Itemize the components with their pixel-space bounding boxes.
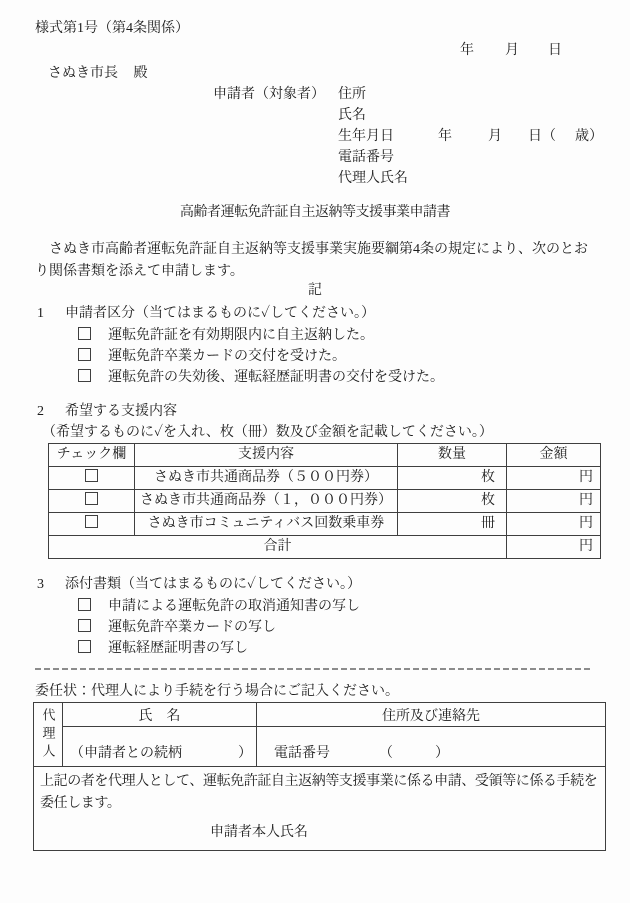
section3-number: 3 [37,577,44,592]
support-table-header-row [49,444,601,467]
checkbox-icon [78,369,91,382]
birth-day-label: 日（ [528,129,556,144]
support-table [48,443,601,559]
proxy-relation-cell: （申請者との続柄 ） [63,727,257,767]
table-row [49,467,601,490]
delegation-entry-row [34,727,606,767]
section1-heading-text: 申請者区分（当てはまるものに✓してください。） [65,306,376,321]
delegation-statement-row [34,767,606,851]
checkbox-icon [85,492,98,505]
item-cell: さぬき市共通商品券（１，０００円券） [135,490,398,513]
quantity-unit-cell: 冊 [398,513,507,536]
section2-heading [37,402,177,421]
section3-heading [37,575,361,594]
col-header-item: 支援内容 [135,444,398,467]
checkbox-icon [78,640,91,653]
section3-item [78,597,360,616]
birth-age-label: 歳） [575,129,603,144]
checkbox-icon [85,469,98,482]
section1-item-label: 運転免許の失効後、運転経歴証明書の交付を受けた。 [108,370,444,385]
table-row [49,490,601,513]
section1-number: 1 [37,306,44,321]
birth-year-label: 年 [438,129,452,144]
total-row [49,536,601,559]
delegation-statement-text: 上記の者を代理人として、運転免許証自主返納等支援事業に係る申請、受領等に係る手続を委任します。 [40,774,598,811]
section3-heading-text: 添付書類（当てはまるものに✓してください。） [65,577,362,592]
checkbox-icon [78,327,91,340]
delegation-table [33,702,606,851]
amount-unit-cell: 円 [507,490,601,513]
delegation-instruction: 委任状：代理人により手続を行う場合にご記入ください。 [35,684,399,699]
section3-item-label: 申請による運転免許の取消通知書の写し [108,599,360,614]
col-header-check: チェック欄 [49,444,135,467]
delegation-header-row [34,703,606,727]
addressee-honorific: 殿 [133,66,148,81]
proxy-side-label: 代理人 [34,703,63,767]
proxy-contact-header: 住所及び連絡先 [257,703,606,727]
item-cell: さぬき市コミュニティバス回数乗車券 [135,513,398,536]
section1-heading [37,304,375,323]
page-title: 高齢者運転免許証自主返納等支援事業申請書 [180,205,450,220]
ki-label: 記 [308,283,322,298]
amount-unit-cell: 円 [507,467,601,490]
check-cell [49,467,135,490]
applicant-address-label: 住所 [338,87,366,102]
applicant-phone-label: 電話番号 [338,150,394,165]
section2-note: （希望するものに✓を入れ、枚（冊）数及び金額を記載してください。） [42,425,493,440]
applicant-label: 申請者（対象者） [213,87,325,102]
section1-item-label: 運転免許卒業カードの交付を受けた。 [108,349,346,364]
addressee-line [48,64,148,83]
total-label-cell: 合計 [49,536,507,559]
addressee-name: さぬき市長 [48,66,118,81]
delegation-statement-cell [34,767,606,851]
section3-item [78,639,248,658]
col-header-quantity: 数量 [398,444,507,467]
section3-item [78,618,276,637]
checkbox-icon [78,348,91,361]
section3-item-label: 運転経歴証明書の写し [108,641,248,656]
date-year-label: 年 [460,43,474,58]
proxy-phone-cell: 電話番号 （ ） [257,727,606,767]
proxy-name-header: 氏 名 [63,703,257,727]
table-row [49,513,601,536]
intro-paragraph: さぬき市高齢者運転免許証自主返納等支援事業実施要綱第4条の規定により、次のとおり関係書類を添えて申請します。 [35,242,588,279]
applicant-signature-label: 申請者本人氏名 [210,825,308,840]
quantity-unit-cell: 枚 [398,490,507,513]
quantity-unit-cell: 枚 [398,467,507,490]
dashed-separator [35,668,592,670]
section2-number: 2 [37,404,44,419]
total-amount-cell: 円 [507,536,601,559]
checkbox-icon [78,598,91,611]
applicant-birthdate-label: 生年月日 [338,129,394,144]
section1-item [78,347,346,366]
amount-unit-cell: 円 [507,513,601,536]
section1-item-label: 運転免許証を有効期限内に自主返納した。 [108,328,374,343]
check-cell [49,513,135,536]
section3-item-label: 運転免許卒業カードの写し [108,620,276,635]
form-number: 様式第1号（第4条関係） [35,21,189,36]
date-day-label: 日 [548,43,562,58]
birth-month-label: 月 [488,129,502,144]
item-cell: さぬき市共通商品券（５００円券） [135,467,398,490]
section2-heading-text: 希望する支援内容 [65,404,177,419]
check-cell [49,490,135,513]
section1-item [78,326,374,345]
applicant-name-label: 氏名 [338,108,366,123]
section1-item [78,368,444,387]
applicant-proxy-label: 代理人氏名 [338,171,408,186]
checkbox-icon [78,619,91,632]
date-month-label: 月 [505,43,519,58]
checkbox-icon [85,515,98,528]
col-header-amount: 金額 [507,444,601,467]
